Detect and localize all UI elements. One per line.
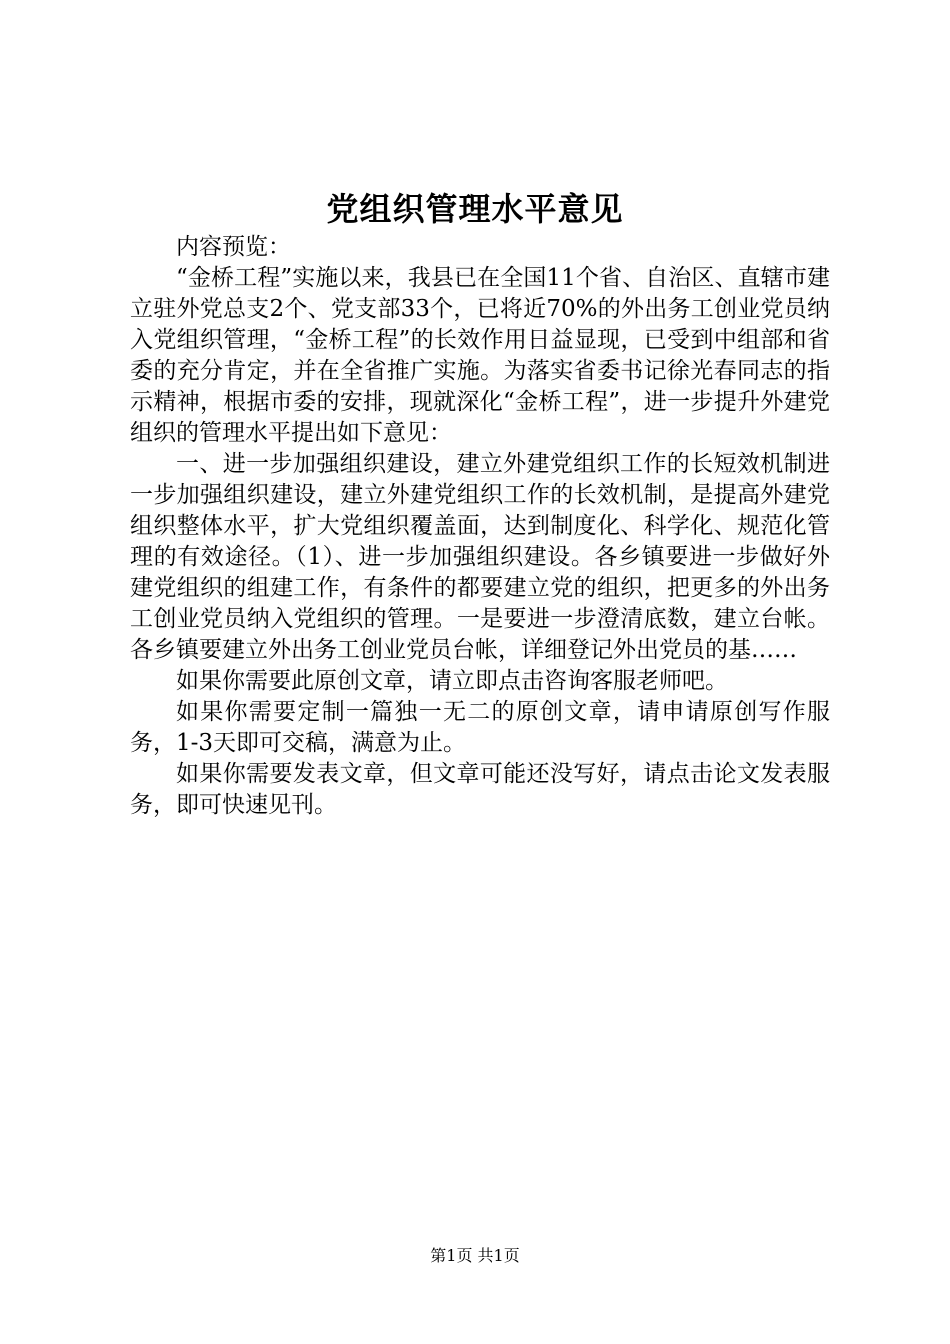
section-one-paragraph: 一、进一步加强组织建设，建立外建党组织工作的长短效机制进一步加强组织建设，建立外建党组织工作的长效机制，是提高外建党组织整体水平，扩大党组织覆盖面，达到制度化、科学化、规范化管理的有效途径。（1）、进一步加强组织建设。各乡镇要进一步做好外建党组织的组建工作，有条件的都要建立党的组织，把更多的外出务工创业党员纳入党组织的管理。一是要进一步澄清底数，建立台帐。各乡镇要建立外出务工创业党员台帐，详细登记外出党员的基…… (130, 451, 830, 663)
page-footer: 第1页 共1页 (430, 1246, 520, 1265)
custom-writing-paragraph: 如果你需要定制一篇独一无二的原创文章，请申请原创写作服务，1-3天即可交稿，满意为止。 (130, 699, 830, 756)
preview-label: 内容预览： (176, 234, 291, 260)
document-title: 党组织管理水平意见 (326, 190, 624, 228)
publish-service-paragraph: 如果你需要发表文章，但文章可能还没写好，请点击论文发表服务，即可快速见刊。 (130, 761, 830, 818)
document-body (130, 232, 830, 821)
consult-paragraph: 如果你需要此原创文章，请立即点击咨询客服老师吧。 (176, 668, 728, 694)
intro-paragraph: “金桥工程”实施以来，我县已在全国11个省、自治区、直辖市建立驻外党总支2个、党支部33个，已将近70%的外出务工创业党员纳入党组织管理，“金桥工程”的长效作用日益显现，已受到中组部和省委的充分肯定，并在全省推广实施。为落实省委书记徐光春同志的指示精神，根据市委的安排，现就深化“金桥工程”，进一步提升外建党组织的管理水平提出如下意见： (130, 265, 830, 446)
